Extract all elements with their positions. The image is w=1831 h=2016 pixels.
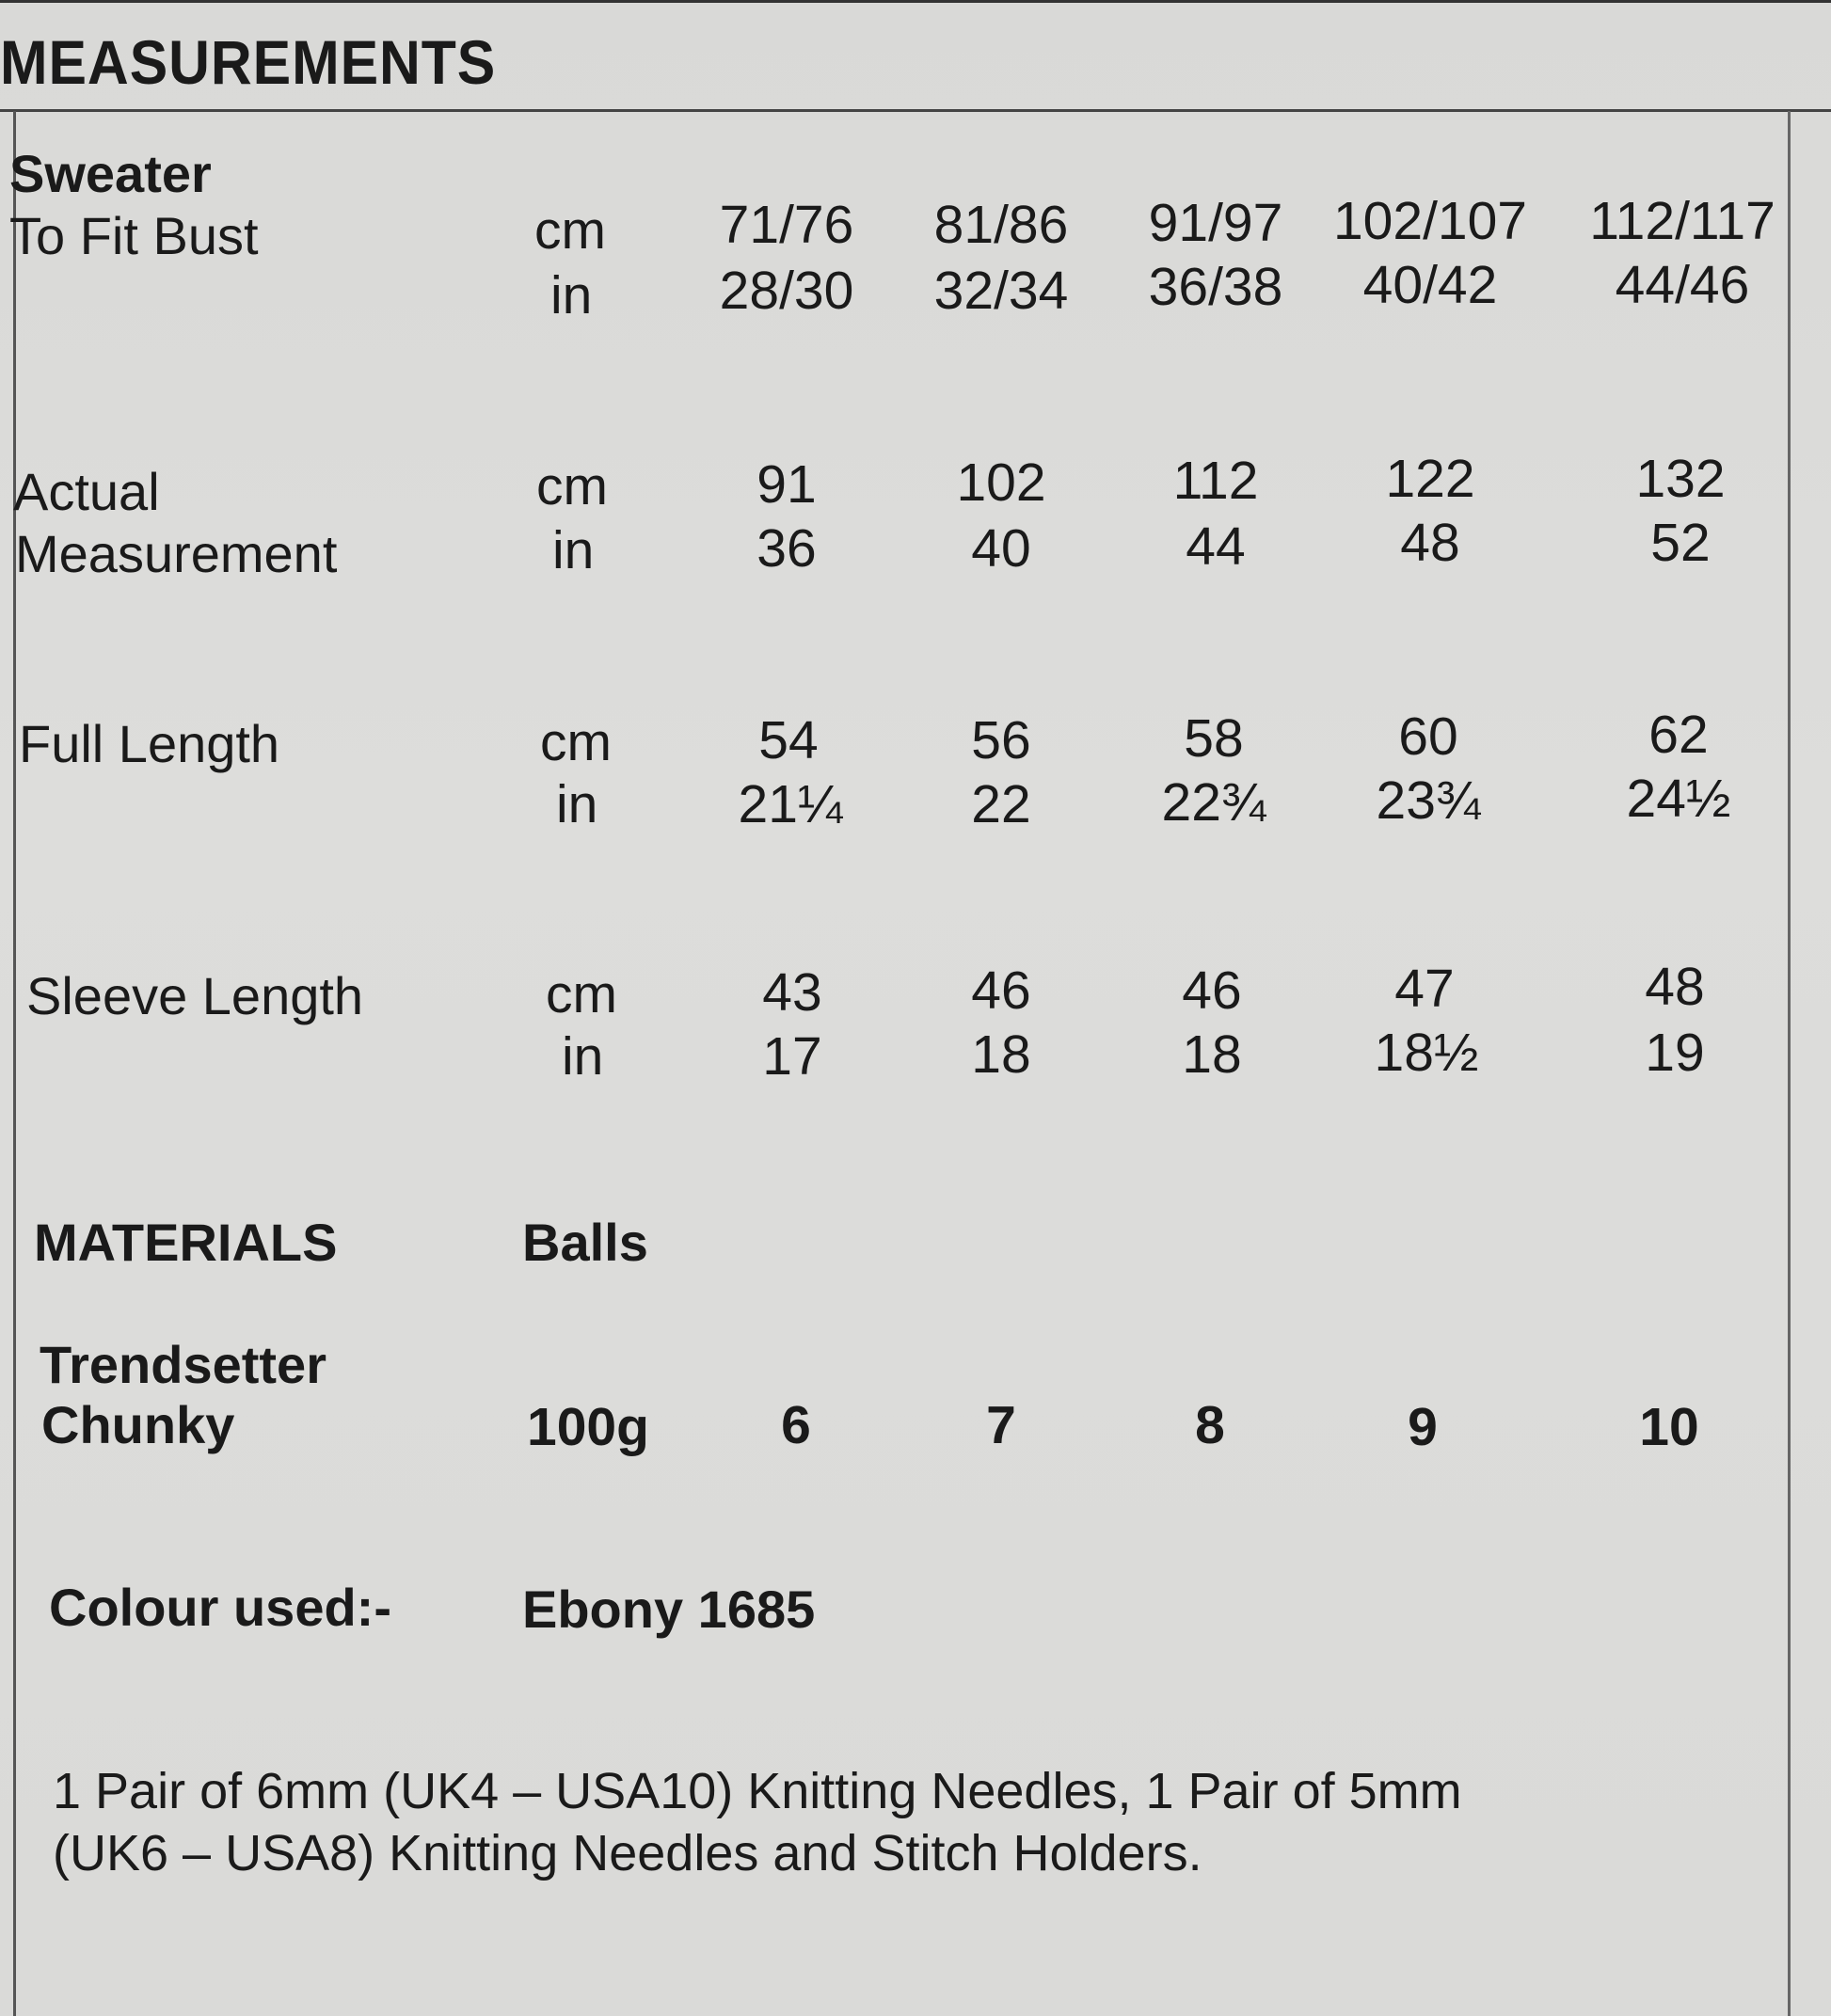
value-cell: 54 — [758, 710, 819, 770]
yarn-name-line2: Chunky — [41, 1395, 235, 1454]
value-cell: 71/76 — [719, 195, 854, 255]
value-cell: 28/30 — [719, 261, 854, 321]
section-heading: MEASUREMENTS — [0, 27, 497, 97]
needles-line2: (UK6 – USA8) Knitting Needles and Stitch Holders. — [53, 1825, 1202, 1881]
colour-label: Colour used:- — [49, 1578, 391, 1637]
materials-unit: Balls — [522, 1213, 648, 1272]
value-cell: 21¼ — [738, 774, 843, 834]
value-cell: 36/38 — [1148, 257, 1283, 317]
row-label-to-fit-bust: To Fit Bust — [9, 206, 259, 265]
value-cell: 24½ — [1626, 769, 1731, 829]
value-cell: 32/34 — [933, 261, 1069, 321]
unit-in: in — [562, 1026, 604, 1087]
yarn-name-line1: Trendsetter — [40, 1335, 326, 1394]
unit-cm: cm — [546, 964, 617, 1024]
value-cell: 91/97 — [1148, 193, 1283, 253]
row-label-sleeve-length: Sleeve Length — [26, 966, 364, 1025]
row-label-actual: Actual — [13, 462, 160, 521]
value-cell: 81/86 — [933, 195, 1069, 255]
value-cell: 22¾ — [1161, 772, 1266, 833]
value-cell: 58 — [1184, 708, 1244, 769]
top-rule — [0, 0, 1831, 3]
value-cell: 91 — [756, 454, 817, 515]
colour-value: Ebony 1685 — [522, 1579, 816, 1639]
value-cell: 48 — [1645, 957, 1705, 1017]
header-rule — [0, 109, 1831, 112]
value-cell: 22 — [971, 774, 1031, 834]
unit-cm: cm — [534, 200, 606, 261]
value-cell: 19 — [1645, 1023, 1705, 1083]
balls-cell: 9 — [1408, 1397, 1438, 1457]
unit-in: in — [550, 265, 593, 325]
value-cell: 47 — [1394, 959, 1455, 1019]
value-cell: 43 — [762, 962, 822, 1023]
row-label-measurement: Measurement — [15, 524, 338, 583]
value-cell: 17 — [762, 1026, 822, 1087]
balls-cell: 10 — [1639, 1397, 1699, 1457]
value-cell: 102/107 — [1332, 191, 1528, 251]
value-cell: 62 — [1648, 705, 1709, 765]
value-cell: 18 — [971, 1024, 1031, 1085]
value-cell: 46 — [971, 960, 1031, 1021]
needles-line1: 1 Pair of 6mm (UK4 – USA10) Knitting Needles, 1 Pair of 5mm — [53, 1763, 1462, 1819]
value-cell: 56 — [971, 710, 1031, 770]
value-cell: 48 — [1400, 513, 1460, 573]
value-cell: 132 — [1635, 449, 1726, 509]
right-border — [1788, 111, 1791, 2016]
value-cell: 102 — [956, 452, 1046, 513]
value-cell: 46 — [1182, 960, 1242, 1021]
value-cell: 18 — [1182, 1024, 1242, 1085]
value-cell: 40 — [971, 518, 1031, 579]
unit-cm: cm — [536, 456, 608, 516]
materials-heading: MATERIALS — [34, 1213, 338, 1272]
value-cell: 112/117 — [1589, 191, 1775, 251]
value-cell: 122 — [1385, 449, 1475, 509]
value-cell: 40/42 — [1362, 255, 1498, 315]
value-cell: 18½ — [1374, 1023, 1479, 1083]
value-cell: 23¾ — [1376, 770, 1481, 831]
value-cell: 36 — [756, 518, 817, 579]
balls-cell: 8 — [1195, 1395, 1225, 1455]
garment-title: Sweater — [9, 144, 212, 203]
balls-cell: 6 — [781, 1395, 811, 1455]
left-border — [13, 111, 16, 2016]
unit-cm: cm — [540, 712, 612, 772]
value-cell: 112 — [1172, 451, 1259, 511]
value-cell: 44/46 — [1615, 255, 1750, 315]
yarn-weight: 100g — [527, 1397, 649, 1457]
value-cell: 52 — [1650, 513, 1711, 573]
value-cell: 44 — [1186, 516, 1246, 577]
unit-in: in — [552, 520, 595, 580]
row-label-full-length: Full Length — [19, 714, 280, 773]
balls-cell: 7 — [986, 1395, 1016, 1455]
value-cell: 60 — [1398, 706, 1458, 767]
unit-in: in — [556, 774, 598, 834]
